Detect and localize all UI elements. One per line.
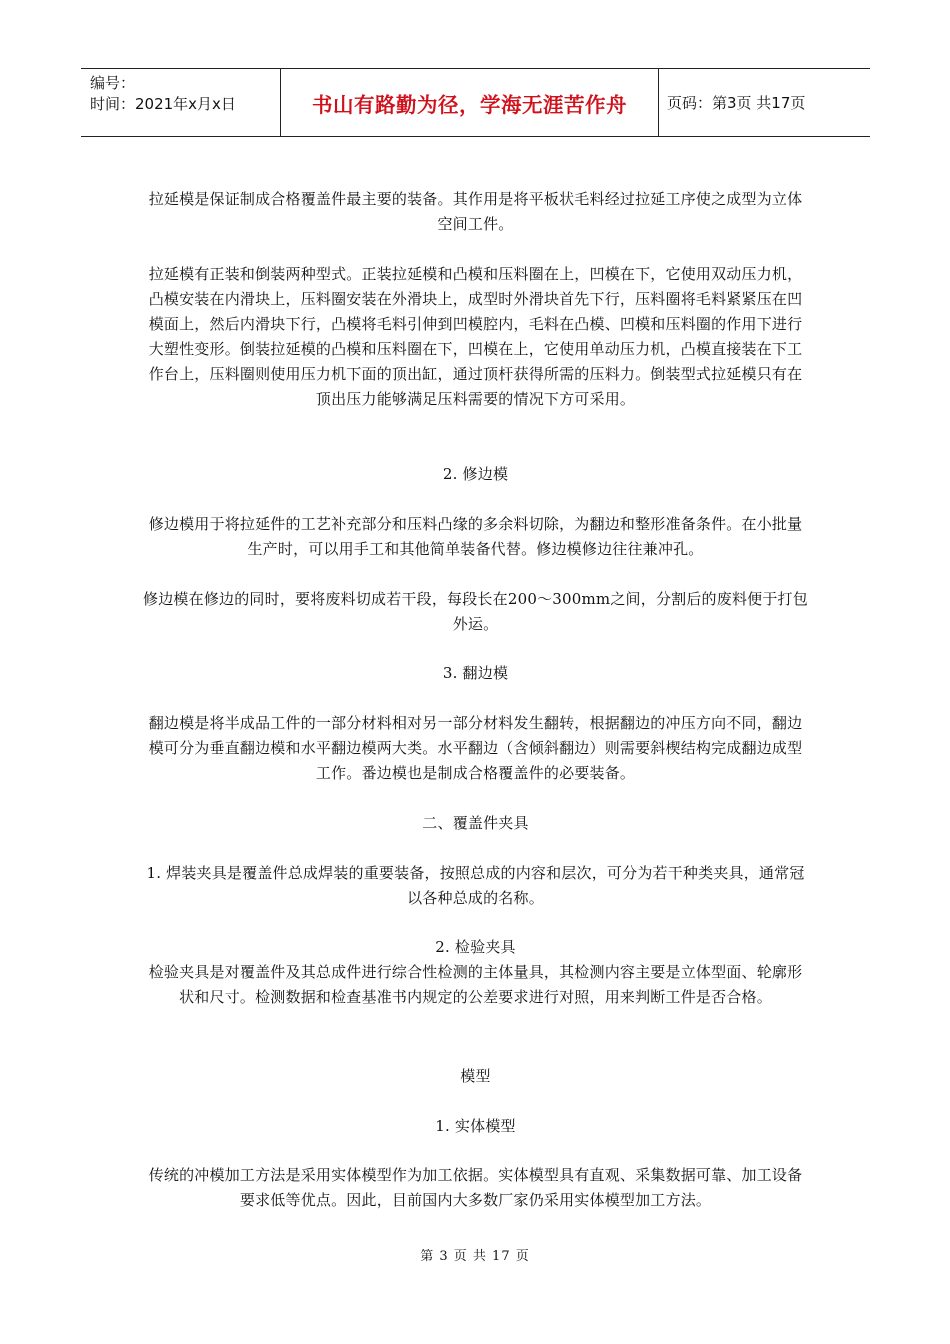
page-header (81, 68, 870, 137)
paragraph-drawing-die-types: 拉延模有正装和倒装两种型式。正装拉延模和凸模和压料圈在上，凹模在下，它使用双动压力机，凸模安装在内滑块上，压料圈安装在外滑块上，成型时外滑块首先下行，压料圈将毛料紧紧压在凹模面上，然后内滑块下行，凸模将毛料引伸到凹模腔内，毛料在凸模、凹模和压料圈的作用下进行大塑性变形。倒装拉延模的凸模和压料圈在下，凹模在上，它使用单动压力机，凸模直接装在下工作台上，压料圈则使用压力机下面的顶出缸，通过顶杆获得所需的压料力。倒装型式拉延模只有在顶出压力能够满足压料需要的情况下方可采用。 (148, 265, 803, 408)
heading-inspection-fixture: 2. 检验夹具 (435, 938, 516, 956)
heading-model: 模型 (460, 1067, 491, 1085)
document-number-label: 编号： (90, 74, 136, 92)
heading-flanging-die: 3. 翻边模 (442, 664, 509, 682)
paragraph-drawing-die-intro: 拉延模是保证制成合格覆盖件最主要的装备。其作用是将平板状毛料经过拉延工序使之成型为立体空间工件。 (148, 190, 803, 233)
paragraph-trimming-die: 修边模用于将拉延件的工艺补充部分和压料凸缘的多余料切除，为翻边和整形准备条件。在小批量生产时，可以用手工和其他简单装备代替。修边模修边往往兼冲孔。 (148, 515, 803, 558)
header-info-cell (81, 69, 281, 136)
heading-solid-model: 1. 实体模型 (435, 1117, 516, 1135)
paragraph-inspection-fixture: 检验夹具是对覆盖件及其总成件进行综合性检测的主体量具，其检测内容主要是立体型面、轮廓形状和尺寸。检测数据和检查基准书内规定的公差要求进行对照，用来判断工件是否合格。 (148, 963, 803, 1006)
paragraph-flanging-die: 翻边模是将半成品工件的一部分材料相对另一部分材料发生翻转，根据翻边的冲压方向不同，翻边模可分为垂直翻边模和水平翻边模两大类。水平翻边（含倾斜翻边）则需要斜楔结构完成翻边成型工作。番边模也是制成合格覆盖件的必要装备。 (148, 714, 803, 782)
paragraph-welding-fixture: 1. 焊装夹具是覆盖件总成焊装的重要装备，按照总成的内容和层次，可分为若干种类夹具，通常冠以各种总成的名称。 (146, 864, 805, 907)
heading-trimming-die: 2. 修边模 (442, 465, 509, 483)
document-time-label: 时间：2021年x月x日 (90, 95, 236, 113)
paragraph-trimming-waste: 修边模在修边的同时，要将废料切成若干段，每段长在200～300mm之间，分割后的废料便于打包外运。 (143, 590, 808, 633)
paragraph-solid-model: 传统的冲模加工方法是采用实体模型作为加工依据。实体模型具有直观、采集数据可靠、加工设备要求低等优点。因此，目前国内大多数厂家仍采用实体模型加工方法。 (148, 1166, 803, 1209)
page-footer: 第 3 页 共 17 页 (420, 1249, 530, 1264)
heading-fixtures: 二、覆盖件夹具 (422, 814, 529, 832)
header-motto: 书山有路勤为径，学海无涯苦作舟 (281, 69, 659, 136)
header-page-label: 页码：第3页 共17页 (667, 94, 806, 112)
